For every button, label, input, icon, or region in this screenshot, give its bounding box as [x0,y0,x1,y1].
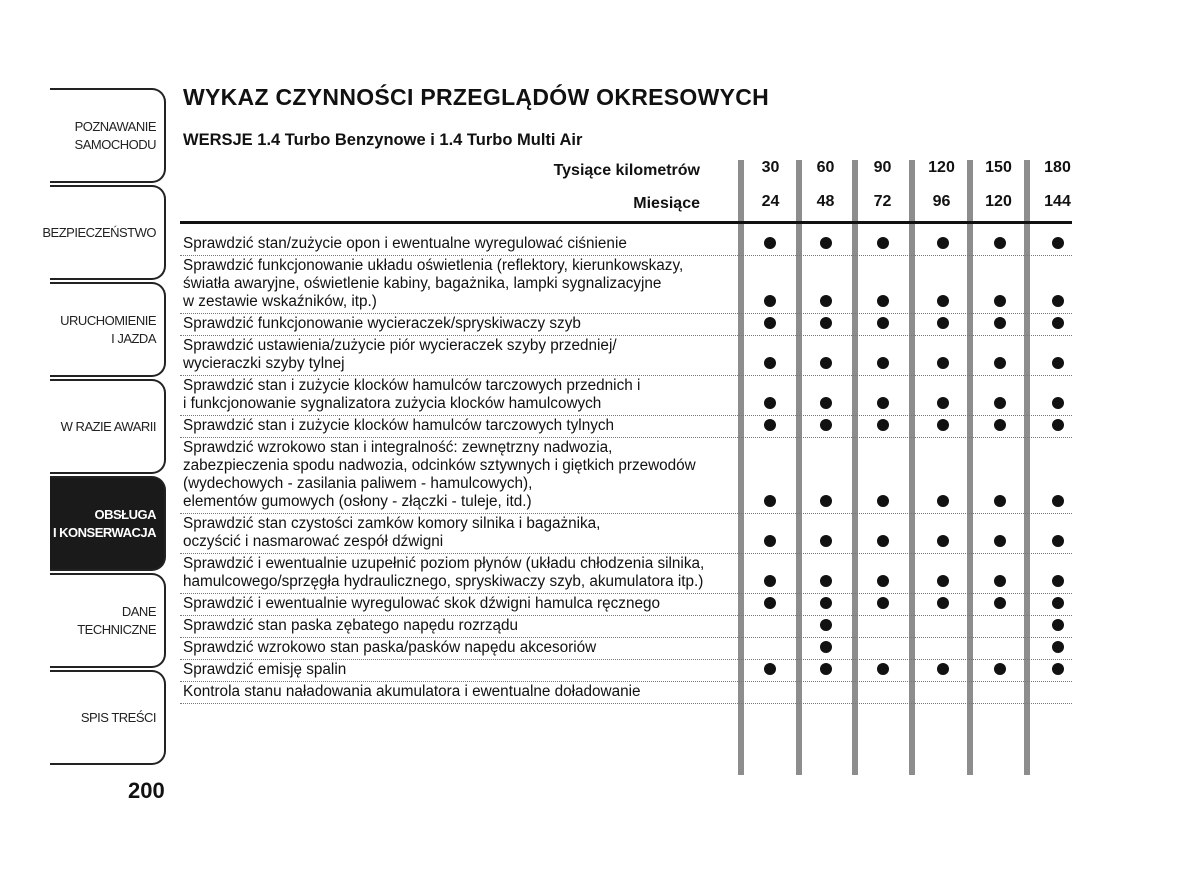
months-cell: 144 [1044,193,1071,210]
km-cell: 120 [928,159,955,176]
service-mark [1052,237,1064,249]
task-description: Sprawdzić ustawienia/zużycie piór wycieraczek szyby przedniej/ wycieraczki szyby tylnej [183,337,617,372]
service-mark [764,597,776,609]
task-description: Sprawdzić funkcjonowanie układu oświetlenia (reflektory, kierunkowskazy, światła awaryjne, oświetlenie kabiny, bagażnika, lampki sygnalizacyjne w zestawie wskaźników, itp.) [183,257,684,310]
service-mark [937,663,949,675]
service-mark [1052,317,1064,329]
service-mark [877,495,889,507]
months-cell: 72 [873,193,892,210]
service-mark [994,237,1006,249]
service-mark [937,237,949,249]
service-mark [1052,495,1064,507]
table-row [180,554,1072,594]
side-tab[interactable]: DANE TECHNICZNE [50,573,166,668]
months-cell: 96 [932,193,951,210]
side-tab[interactable]: OBSŁUGA I KONSERWACJA [50,476,166,571]
service-mark [994,295,1006,307]
service-mark [1052,357,1064,369]
km-cell: 150 [985,159,1012,176]
side-tab[interactable]: POZNAWANIE SAMOCHODU [50,88,166,183]
side-tab[interactable]: SPIS TREŚCI [50,670,166,765]
service-mark [994,663,1006,675]
task-description: Sprawdzić stan paska zębatego napędu rozrządu [183,617,519,634]
page-title: WYKAZ CZYNNOŚCI PRZEGLĄDÓW OKRESOWYCH [183,84,770,110]
service-mark [820,575,832,587]
page-number: 200 [128,778,165,803]
service-mark [877,663,889,675]
service-mark [937,295,949,307]
km-cell: 180 [1044,159,1071,176]
service-mark [937,317,949,329]
service-mark [994,597,1006,609]
service-mark [820,535,832,547]
table-row [180,416,1072,438]
service-mark [764,495,776,507]
service-mark [764,419,776,431]
service-mark [820,317,832,329]
task-description: Sprawdzić stan i zużycie klocków hamulców tarczowych tylnych [183,417,615,434]
service-mark [764,663,776,675]
page-subtitle: WERSJE 1.4 Turbo Benzynowe i 1.4 Turbo Multi Air [183,131,583,149]
service-mark [937,397,949,409]
service-mark [820,597,832,609]
service-mark [994,357,1006,369]
service-mark [820,663,832,675]
km-header-row [180,158,1072,192]
table-body [180,234,1072,704]
service-mark [764,397,776,409]
table-row [180,616,1072,638]
service-mark [1052,535,1064,547]
table-row [180,514,1072,554]
service-mark [820,357,832,369]
table-row [180,314,1072,336]
service-mark [937,597,949,609]
service-mark [764,317,776,329]
service-mark [877,295,889,307]
service-mark [877,597,889,609]
service-mark [1052,397,1064,409]
km-cell: 30 [761,159,780,176]
km-cell: 60 [816,159,835,176]
service-mark [820,641,832,653]
table-row [180,660,1072,682]
service-mark [937,575,949,587]
table-row [180,376,1072,416]
service-mark [764,295,776,307]
service-mark [937,535,949,547]
task-description: Sprawdzić stan i zużycie klocków hamulców tarczowych przednich i i funkcjonowanie sygnalizatora zużycia klocków hamulcowych [183,377,641,412]
service-mark [937,419,949,431]
service-mark [1052,597,1064,609]
service-mark [994,419,1006,431]
service-mark [820,495,832,507]
task-description: Sprawdzić i ewentualnie uzupełnić poziom płynów (układu chłodzenia silnika, hamulcowego/sprzęgła hydraulicznego, spryskiwaczy szyb, akumulatora itp.) [183,555,705,590]
service-mark [764,575,776,587]
table-row [180,682,1072,704]
service-mark [877,419,889,431]
service-mark [764,237,776,249]
months-cell: 48 [816,193,835,210]
table-row [180,234,1072,256]
task-description: Kontrola stanu naładowania akumulatora i ewentualne doładowanie [183,683,641,700]
service-mark [937,495,949,507]
task-description: Sprawdzić stan czystości zamków komory silnika i bagażnika, oczyścić i nasmarować zespół dźwigni [183,515,601,550]
service-mark [937,357,949,369]
service-mark [820,419,832,431]
side-tab[interactable]: URUCHOMIENIE I JAZDA [50,282,166,377]
service-mark [994,317,1006,329]
side-tab[interactable]: W RAZIE AWARII [50,379,166,474]
service-mark [877,535,889,547]
service-mark [877,237,889,249]
table-row [180,336,1072,376]
service-mark [764,357,776,369]
section-tabs [42,88,166,767]
service-mark [820,619,832,631]
service-mark [877,317,889,329]
service-mark [994,575,1006,587]
months-cell: 24 [761,193,780,210]
km-header-label: Tysiące kilometrów [553,162,700,179]
service-mark [1052,663,1064,675]
service-mark [820,237,832,249]
months-cell: 120 [985,193,1012,210]
km-cell: 90 [873,159,892,176]
service-mark [1052,575,1064,587]
service-mark [1052,295,1064,307]
service-mark [877,397,889,409]
side-tab[interactable]: BEZPIECZEŃSTWO [50,185,166,280]
service-mark [1052,641,1064,653]
task-description: Sprawdzić stan/zużycie opon i ewentualne wyregulować ciśnienie [183,235,627,252]
maintenance-table [180,158,1072,704]
table-row [180,438,1072,514]
service-mark [994,535,1006,547]
service-mark [1052,619,1064,631]
service-mark [877,357,889,369]
table-row [180,594,1072,616]
service-mark [994,495,1006,507]
task-description: Sprawdzić funkcjonowanie wycieraczek/spryskiwaczy szyb [183,315,581,332]
header-rule [180,221,1072,224]
task-description: Sprawdzić i ewentualnie wyregulować skok dźwigni hamulca ręcznego [183,595,660,612]
table-row [180,256,1072,314]
service-mark [1052,419,1064,431]
task-description: Sprawdzić emisję spalin [183,661,347,678]
table-row [180,638,1072,660]
service-mark [764,535,776,547]
service-mark [820,397,832,409]
task-description: Sprawdzić wzrokowo stan i integralność: zewnętrzny nadwozia, zabezpieczenia spodu nadwozia, odcinków sztywnych i giętkich przewodów (wydechowych - zasilania paliwem - hamulcowych), elementów gumowych (osłony - złączki - tuleje, itd.) [183,439,696,510]
service-mark [877,575,889,587]
months-header-label: Miesiące [633,195,700,212]
task-description: Sprawdzić wzrokowo stan paska/pasków napędu akcesoriów [183,639,597,656]
service-mark [820,295,832,307]
service-mark [994,397,1006,409]
